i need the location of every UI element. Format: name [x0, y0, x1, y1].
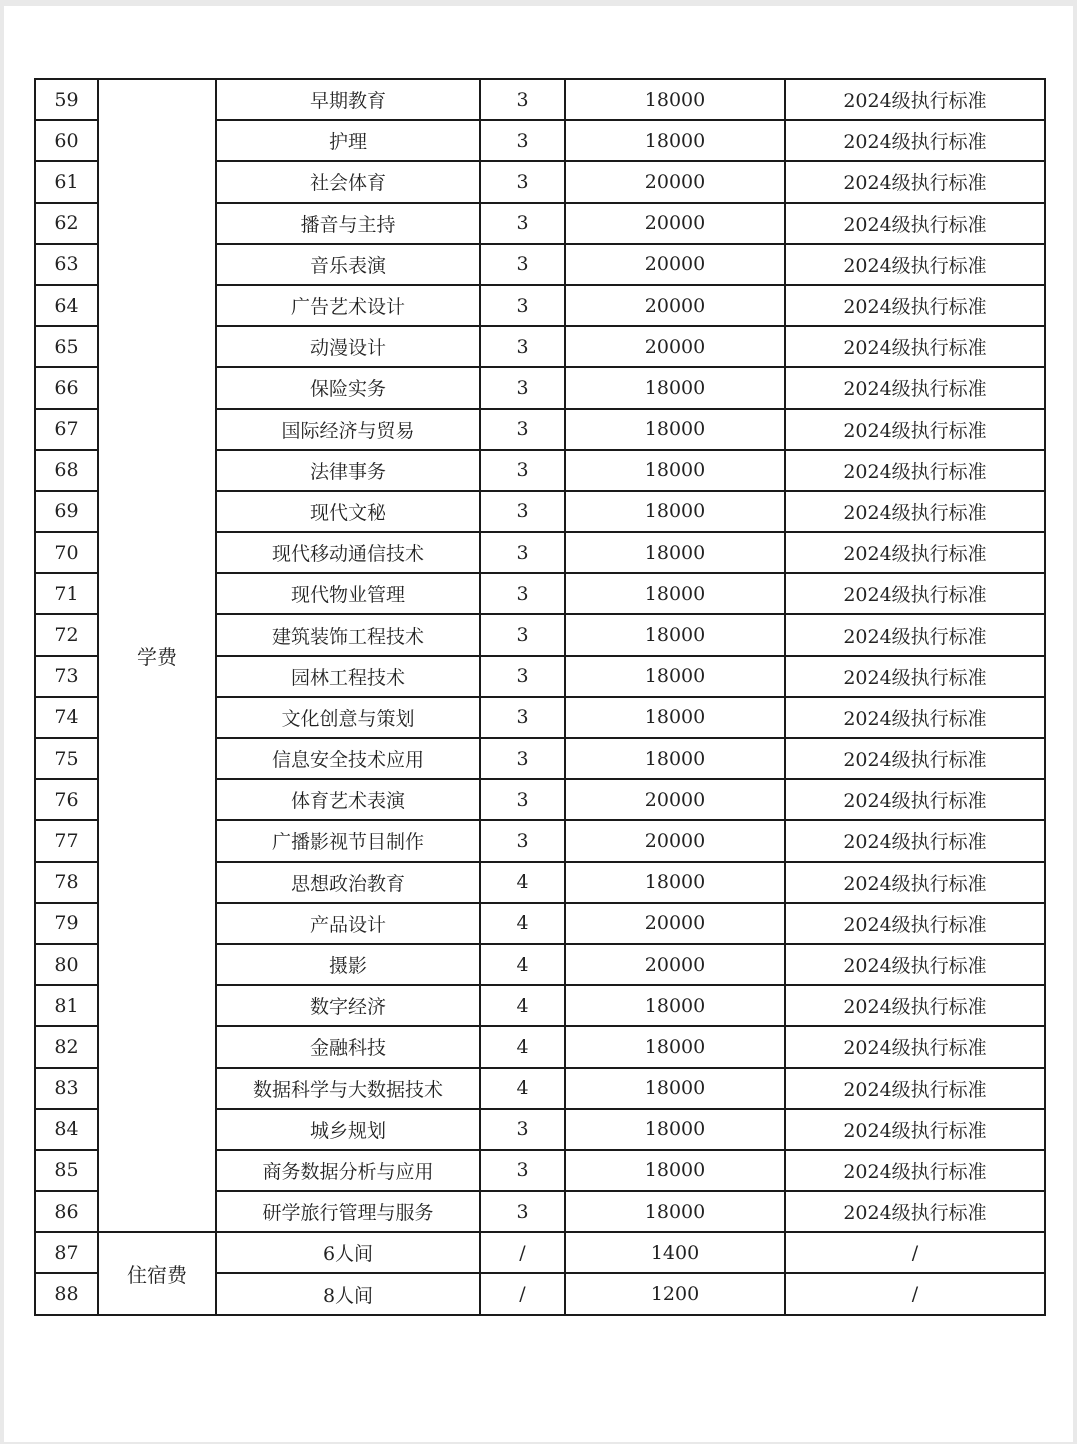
row-number-cell: 88 [35, 1273, 98, 1314]
table-row [35, 1232, 1045, 1273]
note-cell: 2024级执行标准 [785, 985, 1045, 1026]
fee-cell: 20000 [565, 326, 785, 367]
note-cell: 2024级执行标准 [785, 161, 1045, 202]
item-name-cell: 现代物业管理 [216, 573, 480, 614]
years-cell: 3 [480, 532, 565, 573]
row-number-cell: 70 [35, 532, 98, 573]
document-page [4, 6, 1073, 1442]
item-name-cell: 8人间 [216, 1273, 480, 1314]
item-name-cell: 保险实务 [216, 367, 480, 408]
years-cell: 3 [480, 285, 565, 326]
fee-cell: 18000 [565, 1191, 785, 1232]
row-number-cell: 64 [35, 285, 98, 326]
years-cell: 4 [480, 1068, 565, 1109]
fee-cell: 18000 [565, 1150, 785, 1191]
note-cell: 2024级执行标准 [785, 326, 1045, 367]
fee-cell: 18000 [565, 573, 785, 614]
row-number-cell: 68 [35, 450, 98, 491]
fee-cell: 18000 [565, 697, 785, 738]
note-cell: 2024级执行标准 [785, 203, 1045, 244]
fee-cell: 18000 [565, 656, 785, 697]
fee-cell: 18000 [565, 367, 785, 408]
years-cell: 3 [480, 161, 565, 202]
years-cell: 3 [480, 79, 565, 120]
note-cell: 2024级执行标准 [785, 944, 1045, 985]
row-number-cell: 61 [35, 161, 98, 202]
note-cell: 2024级执行标准 [785, 820, 1045, 861]
row-number-cell: 67 [35, 409, 98, 450]
note-cell: 2024级执行标准 [785, 862, 1045, 903]
note-cell: 2024级执行标准 [785, 656, 1045, 697]
note-cell: 2024级执行标准 [785, 1191, 1045, 1232]
years-cell: 3 [480, 450, 565, 491]
fee-table [34, 78, 1046, 1316]
item-name-cell: 园林工程技术 [216, 656, 480, 697]
fee-cell: 1200 [565, 1273, 785, 1314]
note-cell: 2024级执行标准 [785, 614, 1045, 655]
row-number-cell: 59 [35, 79, 98, 120]
fee-cell: 18000 [565, 862, 785, 903]
item-name-cell: 信息安全技术应用 [216, 738, 480, 779]
note-cell: 2024级执行标准 [785, 1026, 1045, 1067]
years-cell: 4 [480, 944, 565, 985]
row-number-cell: 84 [35, 1109, 98, 1150]
row-number-cell: 76 [35, 779, 98, 820]
fee-cell: 18000 [565, 1026, 785, 1067]
years-cell: 3 [480, 820, 565, 861]
fee-cell: 18000 [565, 79, 785, 120]
years-cell: 3 [480, 697, 565, 738]
item-name-cell: 护理 [216, 120, 480, 161]
item-name-cell: 产品设计 [216, 903, 480, 944]
note-cell: / [785, 1232, 1045, 1273]
years-cell: / [480, 1232, 565, 1273]
item-name-cell: 商务数据分析与应用 [216, 1150, 480, 1191]
note-cell: 2024级执行标准 [785, 532, 1045, 573]
note-cell: 2024级执行标准 [785, 738, 1045, 779]
item-name-cell: 建筑装饰工程技术 [216, 614, 480, 655]
note-cell: 2024级执行标准 [785, 244, 1045, 285]
note-cell: 2024级执行标准 [785, 120, 1045, 161]
row-number-cell: 83 [35, 1068, 98, 1109]
years-cell: 3 [480, 738, 565, 779]
row-number-cell: 77 [35, 820, 98, 861]
item-name-cell: 数据科学与大数据技术 [216, 1068, 480, 1109]
years-cell: 3 [480, 120, 565, 161]
fee-cell: 20000 [565, 161, 785, 202]
fee-cell: 20000 [565, 203, 785, 244]
row-number-cell: 60 [35, 120, 98, 161]
fee-cell: 18000 [565, 614, 785, 655]
fee-cell: 18000 [565, 738, 785, 779]
row-number-cell: 66 [35, 367, 98, 408]
row-number-cell: 82 [35, 1026, 98, 1067]
note-cell: 2024级执行标准 [785, 1068, 1045, 1109]
fee-cell: 20000 [565, 244, 785, 285]
item-name-cell: 广播影视节目制作 [216, 820, 480, 861]
note-cell: 2024级执行标准 [785, 79, 1045, 120]
fee-cell: 18000 [565, 985, 785, 1026]
fee-cell: 20000 [565, 903, 785, 944]
row-number-cell: 75 [35, 738, 98, 779]
category-cell: 学费 [98, 79, 216, 1232]
fee-cell: 20000 [565, 820, 785, 861]
item-name-cell: 数字经济 [216, 985, 480, 1026]
fee-cell: 20000 [565, 779, 785, 820]
item-name-cell: 文化创意与策划 [216, 697, 480, 738]
years-cell: 3 [480, 573, 565, 614]
item-name-cell: 金融科技 [216, 1026, 480, 1067]
fee-table-body [35, 79, 1045, 1315]
fee-cell: 18000 [565, 491, 785, 532]
row-number-cell: 63 [35, 244, 98, 285]
row-number-cell: 81 [35, 985, 98, 1026]
note-cell: 2024级执行标准 [785, 1109, 1045, 1150]
years-cell: 4 [480, 985, 565, 1026]
item-name-cell: 思想政治教育 [216, 862, 480, 903]
row-number-cell: 78 [35, 862, 98, 903]
row-number-cell: 87 [35, 1232, 98, 1273]
note-cell: 2024级执行标准 [785, 450, 1045, 491]
years-cell: 3 [480, 1150, 565, 1191]
item-name-cell: 6人间 [216, 1232, 480, 1273]
item-name-cell: 城乡规划 [216, 1109, 480, 1150]
row-number-cell: 85 [35, 1150, 98, 1191]
fee-cell: 18000 [565, 409, 785, 450]
row-number-cell: 65 [35, 326, 98, 367]
row-number-cell: 69 [35, 491, 98, 532]
row-number-cell: 74 [35, 697, 98, 738]
fee-cell: 18000 [565, 450, 785, 491]
years-cell: 3 [480, 656, 565, 697]
fee-cell: 18000 [565, 1068, 785, 1109]
item-name-cell: 摄影 [216, 944, 480, 985]
item-name-cell: 音乐表演 [216, 244, 480, 285]
years-cell: 3 [480, 491, 565, 532]
note-cell: 2024级执行标准 [785, 903, 1045, 944]
years-cell: 3 [480, 779, 565, 820]
note-cell: 2024级执行标准 [785, 367, 1045, 408]
item-name-cell: 研学旅行管理与服务 [216, 1191, 480, 1232]
years-cell: 3 [480, 1109, 565, 1150]
item-name-cell: 国际经济与贸易 [216, 409, 480, 450]
row-number-cell: 79 [35, 903, 98, 944]
years-cell: 3 [480, 367, 565, 408]
years-cell: 3 [480, 409, 565, 450]
years-cell: / [480, 1273, 565, 1314]
item-name-cell: 动漫设计 [216, 326, 480, 367]
years-cell: 3 [480, 203, 565, 244]
fee-cell: 18000 [565, 532, 785, 573]
fee-cell: 20000 [565, 944, 785, 985]
note-cell: 2024级执行标准 [785, 285, 1045, 326]
years-cell: 3 [480, 244, 565, 285]
note-cell: 2024级执行标准 [785, 779, 1045, 820]
item-name-cell: 播音与主持 [216, 203, 480, 244]
years-cell: 4 [480, 903, 565, 944]
fee-cell: 1400 [565, 1232, 785, 1273]
row-number-cell: 71 [35, 573, 98, 614]
row-number-cell: 73 [35, 656, 98, 697]
item-name-cell: 体育艺术表演 [216, 779, 480, 820]
note-cell: 2024级执行标准 [785, 491, 1045, 532]
item-name-cell: 现代移动通信技术 [216, 532, 480, 573]
item-name-cell: 社会体育 [216, 161, 480, 202]
row-number-cell: 72 [35, 614, 98, 655]
years-cell: 4 [480, 862, 565, 903]
item-name-cell: 法律事务 [216, 450, 480, 491]
years-cell: 3 [480, 614, 565, 655]
row-number-cell: 86 [35, 1191, 98, 1232]
note-cell: 2024级执行标准 [785, 573, 1045, 614]
item-name-cell: 现代文秘 [216, 491, 480, 532]
item-name-cell: 广告艺术设计 [216, 285, 480, 326]
fee-cell: 18000 [565, 1109, 785, 1150]
note-cell: 2024级执行标准 [785, 409, 1045, 450]
category-cell: 住宿费 [98, 1232, 216, 1314]
years-cell: 3 [480, 1191, 565, 1232]
note-cell: 2024级执行标准 [785, 1150, 1045, 1191]
row-number-cell: 80 [35, 944, 98, 985]
fee-cell: 20000 [565, 285, 785, 326]
note-cell: 2024级执行标准 [785, 697, 1045, 738]
item-name-cell: 早期教育 [216, 79, 480, 120]
table-row [35, 79, 1045, 120]
years-cell: 3 [480, 326, 565, 367]
note-cell: / [785, 1273, 1045, 1314]
fee-cell: 18000 [565, 120, 785, 161]
years-cell: 4 [480, 1026, 565, 1067]
row-number-cell: 62 [35, 203, 98, 244]
